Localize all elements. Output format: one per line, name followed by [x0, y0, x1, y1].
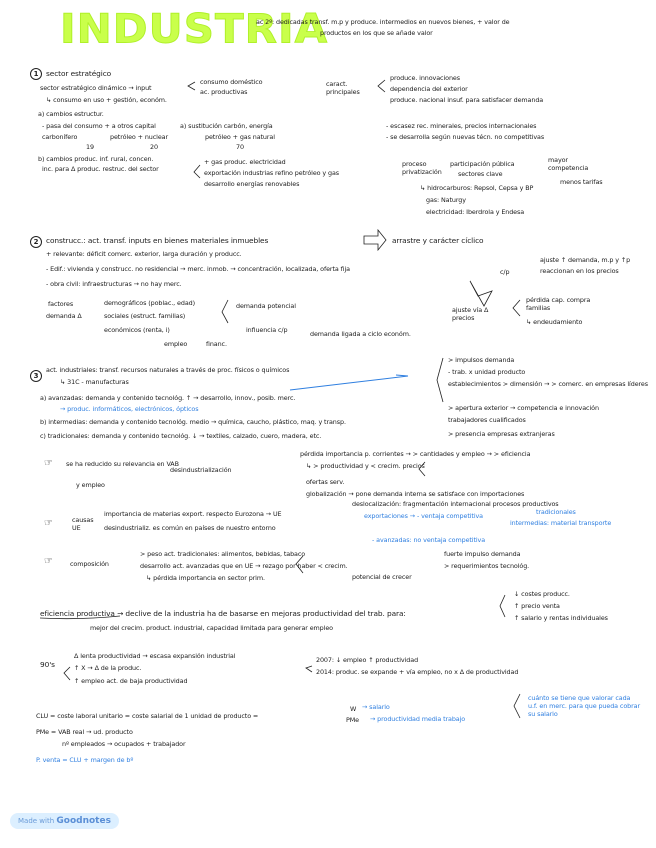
process-right: mayor competencia: [548, 156, 589, 172]
decade-right: 2007: ↓ empleo ↑ productividad: [316, 656, 419, 664]
process-item: participación pública: [450, 160, 515, 168]
efficiency-right: ↑ precio venta: [514, 602, 560, 610]
efficiency-right: ↑ salario y rentas individuales: [514, 614, 608, 622]
comp-label: composición: [70, 560, 109, 568]
section1-cause: + gas produc. electricidad: [204, 158, 286, 166]
decade-item: ↑ empleo act. de baja productividad: [74, 677, 188, 685]
section1-detail: a) sustitución carbón, energía: [180, 122, 273, 130]
spec-right: ↳ > productividad y < crecim. precios: [306, 462, 425, 470]
process-label: proceso privatización: [402, 160, 442, 176]
spec-right: pérdida importancia p. corrientes → > cantidades y empleo → > eficiencia: [300, 450, 531, 458]
small-note: empleo: [164, 340, 188, 348]
industry-type-blue: → produc. informáticos, electrónicos, ópticos: [60, 405, 199, 413]
section2-line: - obra civil: infraestructuras → no hay merc.: [46, 280, 182, 288]
comp-item: ↳ pérdida importancia en sector prim.: [146, 574, 265, 582]
clu-blue: → productividad media trabajo: [370, 715, 466, 723]
cause-blue: exportaciones → - ventaja competitiva: [364, 512, 483, 520]
decade-item: ↑ X → Δ de la produc.: [74, 664, 142, 672]
process-list-item: gas: Naturgy: [426, 196, 466, 204]
comp-right: > requerimientos tecnológ.: [444, 562, 530, 570]
section2-arrow-note: arrastre y carácter cíclico: [392, 236, 484, 245]
made-with-goodnotes-badge: [10, 813, 119, 829]
section2-side-note: reaccionan en los precios: [540, 267, 619, 275]
decade-right: 2014: produc. se expande + vía empleo, no x Δ de productividad: [316, 668, 519, 676]
spec-right: globalización → pone demanda interna se satisface con importaciones: [306, 490, 525, 498]
adjust-note: ↳ endeudamiento: [526, 318, 583, 326]
section2-cp: c/p: [500, 268, 510, 276]
section1-line: a) cambios estructur.: [38, 110, 104, 118]
page-title: INDUSTRIA: [60, 5, 329, 52]
spec-right: deslocalización: fragmentación internacional procesos productivos: [352, 500, 559, 508]
small-note: financ.: [206, 340, 227, 348]
section1-line: b) cambios produc. inf. rural, concen.: [38, 155, 154, 163]
header-note-line-1: ac 2º: dedicadas transf. m.p y produce. intermedios en nuevos bienes, + valor de: [256, 18, 510, 26]
section-number-2: 2: [30, 236, 42, 248]
section1-carbon-2: petróleo + nuclear: [110, 133, 168, 141]
factor-item: demográficos (poblac., edad): [104, 299, 196, 307]
caract-item: dependencia del exterior: [390, 85, 468, 93]
hand-icon: ☞: [44, 518, 53, 529]
section1-right-item: ac. productivas: [200, 88, 248, 96]
factors-label: demanda Δ: [46, 312, 82, 320]
comp-right: potencial de crecer: [352, 573, 412, 581]
causes-label: causas UE: [72, 516, 94, 532]
section2-side-note: ajuste ↑ demanda, m.p y ↑p: [540, 256, 631, 264]
industry-type: c) tradicionales: demanda y contenido tecnológ. ↓ → textiles, calzado, cuero, madera, etc.: [40, 432, 322, 440]
section1-heading: sector estratégico: [46, 69, 112, 78]
efficiency-sub: mejor del crecim. product. industrial, capacidad limitada para generar empleo: [90, 624, 333, 632]
cause-blue: - avanzadas: no ventaja competitiva: [372, 536, 486, 544]
structure-item: - se desarrolla según nuevas técn. no competitivas: [386, 133, 545, 141]
adjust-note: ajuste vía Δ precios: [452, 306, 489, 322]
comp-item: > peso act. tradicionales: alimentos, bebidas, tabaco: [140, 550, 306, 558]
pme-line: PMe = VAB real → ud. producto: [36, 728, 133, 736]
section1-right-item: consumo doméstico: [200, 78, 263, 86]
process-item: sectores clave: [458, 170, 503, 178]
section1-number: 20: [150, 143, 158, 151]
clu-blue: → salario: [362, 703, 390, 711]
adjust-note: pérdida cap. compra familias: [526, 296, 591, 312]
spec-mid: desindustrialización: [170, 466, 232, 474]
factor-result: influencia c/p: [246, 326, 288, 334]
cause-blue: tradicionales: [536, 508, 576, 516]
section1-carbon-3: petróleo + gas natural: [205, 133, 275, 141]
right-list-item: trabajadores cualificados: [448, 416, 526, 424]
section-number-1: 1: [30, 68, 42, 80]
section1-cause: exportación industrias refino petróleo y gas: [204, 169, 340, 177]
section1-number: 19: [86, 143, 94, 151]
hand-icon: ☞: [44, 458, 53, 469]
section3-sub: ↳ 31C - manufacturas: [60, 378, 129, 386]
header-note-line-2: productos en los que se añade valor: [320, 29, 433, 37]
section1-number: 70: [236, 143, 244, 151]
badge-brand: Goodnotes: [56, 816, 111, 826]
process-list-item: electricidad: Iberdrola y Endesa: [426, 208, 525, 216]
badge-prefix: Made with: [18, 817, 55, 825]
comp-right: fuerte impulso demanda: [444, 550, 521, 558]
structure-item: - escasez rec. minerales, precios internacionales: [386, 122, 537, 130]
caract-item: produce. nacional insuf. para satisfacer demanda: [390, 96, 544, 104]
section1-line: inc. para Δ produc. restruc. del sector: [42, 165, 159, 173]
clu-note: cuánto se tiene que valorar cada u.f. en merc. para que pueda cobrar su salario: [528, 694, 640, 718]
clu-numerator: W: [350, 705, 357, 713]
section1-cause: desarrollo energías renovables: [204, 180, 300, 188]
cause-item: desindustrializ. es común en países de nuestro entorno: [104, 524, 276, 532]
spec-label: y empleo: [76, 481, 105, 489]
efficiency-right: ↓ costes producc.: [514, 590, 570, 598]
price-formula: P. venta = CLU + margen de bº: [36, 756, 134, 764]
section-number-3: 3: [30, 370, 42, 382]
right-list-item: establecimientos > dimensión → > comerc. en empresas líderes: [448, 380, 648, 388]
cause-blue: intermedias: material transporte: [510, 519, 612, 527]
right-list-item: - trab. x unidad producto: [448, 368, 526, 376]
caract-item: produce. innovaciones: [390, 74, 460, 82]
decade-item: Δ lenta productividad → escasa expansión industrial: [74, 652, 236, 660]
factor-item: económicos (renta, i): [104, 326, 170, 334]
spec-label: se ha reducido su relevancia en VAB: [66, 460, 179, 468]
section1-carbon-1: carbonífero: [42, 133, 78, 141]
efficiency-text: eficiencia productiva → declive de la industria ha de basarse en mejoras productividad del trab. para:: [40, 609, 406, 618]
spec-right: ofertas serv.: [306, 478, 345, 486]
right-list-item: > apertura exterior → competencia e innovación: [448, 404, 599, 412]
hand-icon: ☞: [44, 556, 53, 567]
factors-label: factores: [48, 300, 74, 308]
industry-type: b) intermedias: demanda y contenido tecnológ. medio → química, caucho, plástico, maq. y transp.: [40, 418, 346, 426]
caract-label: caract. principales: [326, 80, 360, 96]
clu-formula: CLU = coste laboral unitario = coste salarial de 1 unidad de producto =: [36, 712, 259, 720]
process-list-item: ↳ hidrocarburos: Repsol, Cepsa y BP: [420, 184, 534, 192]
section1-line: sector estratégico dinámico → input: [40, 84, 152, 92]
process-right: menos tarifas: [560, 178, 603, 186]
cause-item: importancia de materias export. respecto Eurozona → UE: [104, 510, 282, 518]
comp-item: desarrollo act. avanzadas que en UE → rezago por haber < crecim.: [140, 562, 348, 570]
section2-line: + relevante: déficit comerc. exterior, larga duración y producc.: [46, 250, 242, 258]
section3-heading: act. industriales: transf. recursos naturales a través de proc. físicos o químicos: [46, 366, 290, 374]
industry-type: a) avanzadas: demanda y contenido tecnológ. ↑ → desarrollo, innov., posib. merc.: [40, 394, 296, 402]
right-list-item: > impulsos demanda: [448, 356, 515, 364]
section1-line: ↳ consumo en uso + gestión, económ.: [46, 96, 167, 104]
factor-result: demanda ligada a ciclo económ.: [310, 330, 411, 338]
right-list-item: > presencia empresas extranjeras: [448, 430, 555, 438]
factor-result: demanda potencial: [236, 302, 296, 310]
factor-item: sociales (estruct. familias): [104, 312, 186, 320]
section1-line: - pasa del consumo + a otros capital: [42, 122, 156, 130]
clu-denominator: PMe: [346, 716, 359, 724]
section2-line: - Edif.: vivienda y construcc. no residencial → merc. inmob. → concentración, localizada, oferta fija: [46, 265, 350, 273]
section2-heading: construcc.: act. transf. inputs en bienes materiales inmuebles: [46, 236, 269, 245]
decade-label: 90's: [40, 660, 55, 669]
pme-line: nº empleados → ocupados + trabajador: [62, 740, 186, 748]
